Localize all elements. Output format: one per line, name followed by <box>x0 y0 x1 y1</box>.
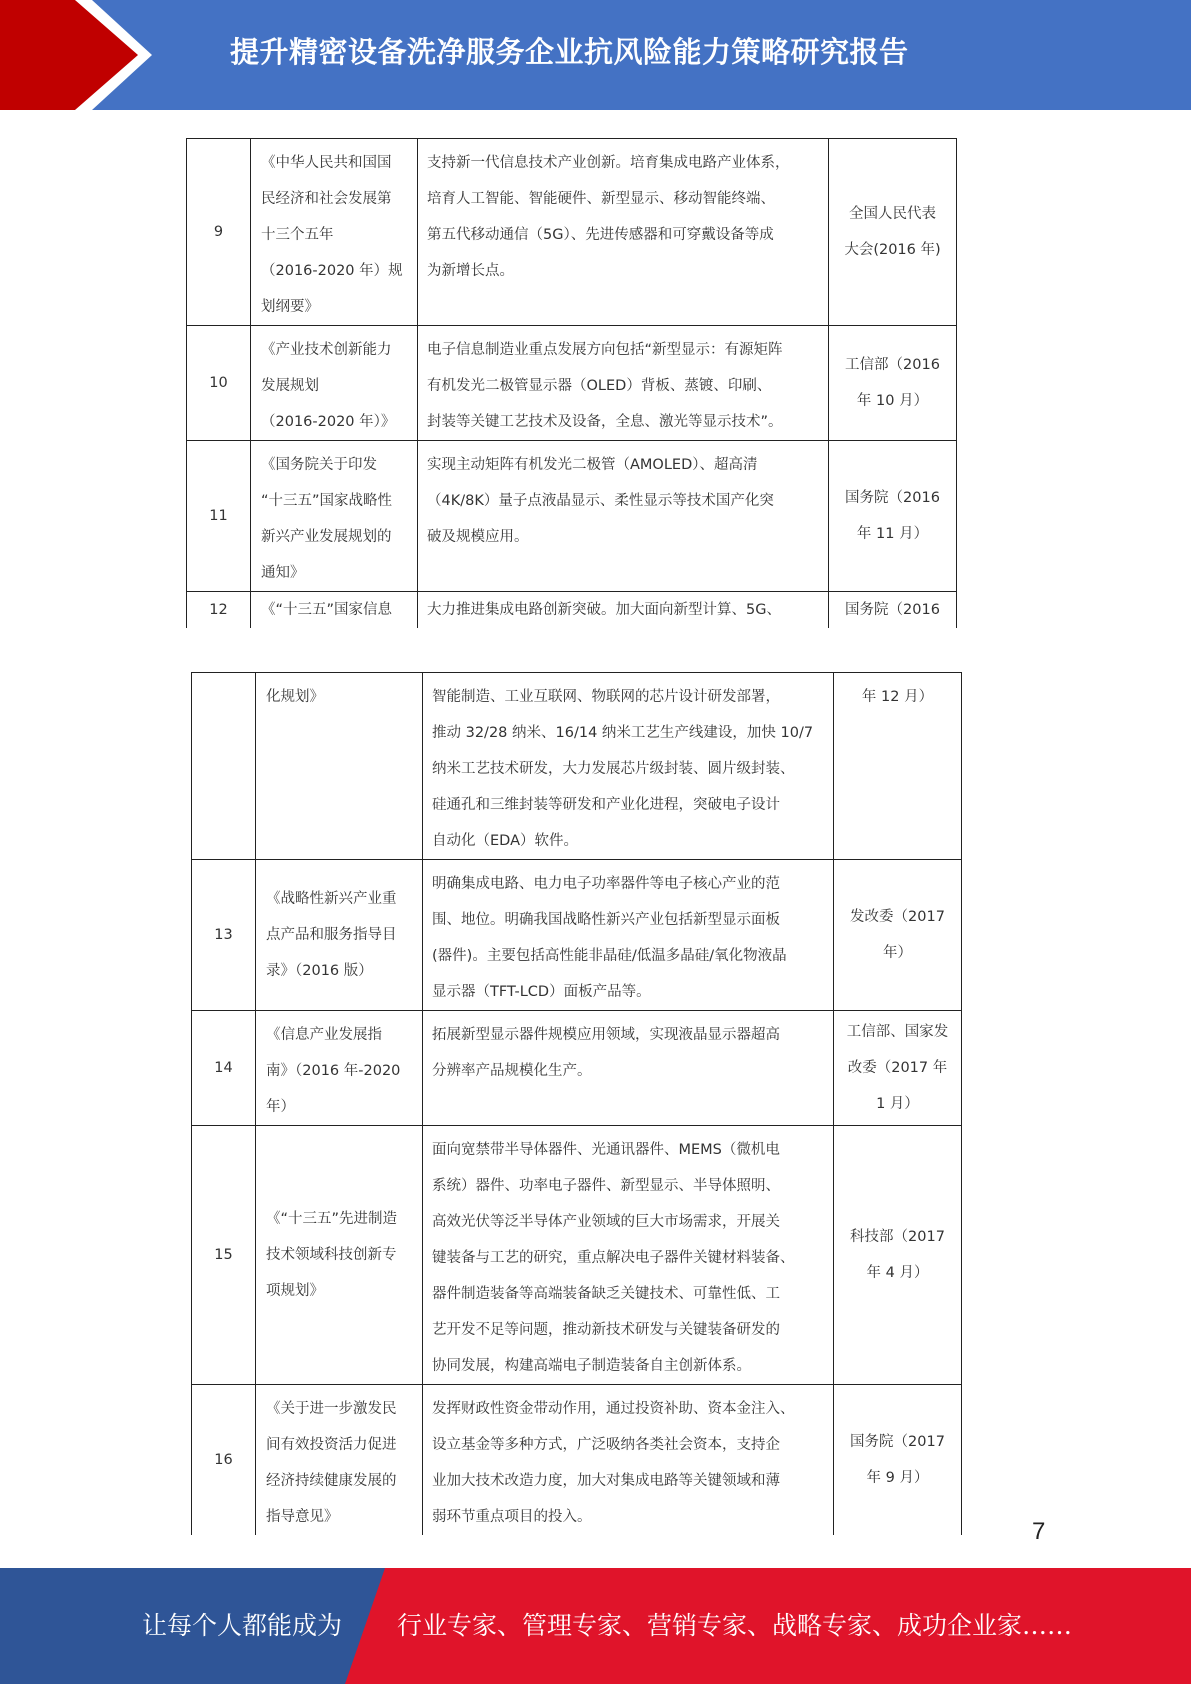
cell-line: 为新增长点。 <box>427 263 514 279</box>
issuer-cell <box>834 1126 962 1385</box>
cell-line: 支持新一代信息技术产业创新。培育集成电路产业体系， <box>427 155 790 171</box>
policy-table-part-2 <box>191 672 962 1535</box>
cell-line: 《中华人民共和国国 <box>261 155 392 171</box>
cell-line: 改委（2017 年 <box>847 1060 948 1076</box>
cell-line: 通知》 <box>261 565 305 581</box>
cell-line: 《信息产业发展指 <box>266 1027 382 1043</box>
cell-line: 指导意见》 <box>266 1509 339 1525</box>
row-number: 13 <box>192 860 256 1011</box>
cell-line: 1 月） <box>876 1096 919 1112</box>
cell-line: （2016-2020 年）》 <box>261 414 396 430</box>
cell-line: 年） <box>883 945 912 961</box>
cell-line: 明确集成电路、电力电子功率器件等电子核心产业的范 <box>432 876 780 892</box>
row-number: 16 <box>192 1385 256 1536</box>
cell-line: 设立基金等多种方式，广泛吸纳各类社会资本，支持企 <box>432 1437 780 1453</box>
cell-line: 《产业技术创新能力 <box>261 342 392 358</box>
footer-slogan-right: 行业专家、管理专家、营销专家、战略专家、成功企业家…… <box>397 1611 1073 1640</box>
cell-line: 划纲要》 <box>261 299 319 315</box>
policy-content-cell <box>418 441 829 592</box>
cell-line: 培育人工智能、智能硬件、新型显示、移动智能终端、 <box>427 191 775 207</box>
cell-line: 艺开发不足等问题，推动新技术研发与关键装备研发的 <box>432 1322 780 1338</box>
cell-line: 业加大技术改造力度，加大对集成电路等关键领域和薄 <box>432 1473 780 1489</box>
row-number: 14 <box>192 1011 256 1126</box>
cell-line: 《“十三五”先进制造 <box>266 1211 398 1227</box>
issuer-cell <box>834 673 962 860</box>
row-number: 12 <box>187 592 251 629</box>
cell-line: 年） <box>266 1099 295 1115</box>
cell-line: 化规划》 <box>266 689 324 705</box>
table-row <box>192 673 962 860</box>
table-row <box>192 1385 962 1536</box>
cell-line: 《战略性新兴产业重 <box>266 891 397 907</box>
cell-line: 面向宽禁带半导体器件、光通讯器件、MEMS（微机电 <box>432 1142 780 1158</box>
issuer-cell <box>834 1385 962 1536</box>
policy-content-cell <box>423 860 834 1011</box>
cell-line: 系统）器件、功率电子器件、新型显示、半导体照明、 <box>432 1178 780 1194</box>
cell-line: 新兴产业发展规划的 <box>261 529 392 545</box>
table-row <box>187 592 957 629</box>
cell-line: 南》（2016 年-2020 <box>266 1063 401 1079</box>
document-name-cell <box>256 860 423 1011</box>
cell-line: 纳米工艺技术研发，大力发展芯片级封装、圆片级封装、 <box>432 761 795 777</box>
cell-line: 《“十三五”国家信息 <box>261 602 393 618</box>
page-footer <box>0 1568 1191 1684</box>
cell-line: 年 9 月） <box>866 1470 929 1486</box>
cell-line: “十三五”国家战略性 <box>261 493 393 509</box>
cell-line: 发挥财政性资金带动作用，通过投资补助、资本金注入、 <box>432 1401 795 1417</box>
cell-line: (器件)。主要包括高性能非晶硅/低温多晶硅/氧化物液晶 <box>432 948 787 964</box>
cell-line: 《国务院关于印发 <box>261 457 377 473</box>
document-name-cell <box>256 1126 423 1385</box>
issuer-cell <box>829 592 957 629</box>
cell-line: 硅通孔和三维封装等研发和产业化进程，突破电子设计 <box>432 797 780 813</box>
row-number: 11 <box>187 441 251 592</box>
table-row <box>187 441 957 592</box>
cell-line: 封装等关键工艺技术及设备，全息、激光等显示技术”。 <box>427 414 783 430</box>
cell-line: 年 4 月） <box>866 1265 929 1281</box>
cell-line: 智能制造、工业互联网、物联网的芯片设计研发部署， <box>432 689 780 705</box>
cell-line: 民经济和社会发展第 <box>261 191 392 207</box>
row-number: 10 <box>187 326 251 441</box>
cell-line: 拓展新型显示器件规模应用领域，实现液晶显示器超高 <box>432 1027 780 1043</box>
cell-line: 技术领域科技创新专 <box>266 1247 397 1263</box>
issuer-cell <box>829 326 957 441</box>
cell-line: 国务院（2016 <box>845 490 940 506</box>
cell-line: 大力推进集成电路创新突破。加大面向新型计算、5G、 <box>427 602 781 618</box>
table-row <box>192 1011 962 1126</box>
cell-line: 高效光伏等泛半导体产业领域的巨大市场需求，开展关 <box>432 1214 780 1230</box>
row-number: 9 <box>187 139 251 326</box>
cell-line: 分辨率产品规模化生产。 <box>432 1063 592 1079</box>
header-red-chevron <box>0 0 160 110</box>
cell-line: 项规划》 <box>266 1283 324 1299</box>
cell-line: 经济持续健康发展的 <box>266 1473 397 1489</box>
issuer-cell <box>829 441 957 592</box>
issuer-cell <box>834 860 962 1011</box>
cell-line: 电子信息制造业重点发展方向包括“新型显示：有源矩阵 <box>427 342 783 358</box>
document-name-cell <box>256 1011 423 1126</box>
cell-line: 协同发展，构建高端电子制造装备自主创新体系。 <box>432 1358 751 1374</box>
page-header <box>0 0 1191 110</box>
cell-line: 年 12 月） <box>861 689 934 705</box>
row-number <box>192 673 256 860</box>
cell-line: 发改委（2017 <box>850 909 945 925</box>
cell-line: 间有效投资活力促进 <box>266 1437 397 1453</box>
cell-line: 国务院（2017 <box>850 1434 945 1450</box>
document-name-cell <box>256 1385 423 1536</box>
document-name-cell <box>251 139 418 326</box>
table-row <box>192 860 962 1011</box>
issuer-cell <box>834 1011 962 1126</box>
policy-content-cell <box>423 1126 834 1385</box>
document-name-cell <box>251 592 418 629</box>
policy-content-cell <box>418 592 829 629</box>
report-title: 提升精密设备洗净服务企业抗风险能力策略研究报告 <box>230 35 909 69</box>
document-name-cell <box>251 326 418 441</box>
cell-line: 全国人民代表 <box>849 206 936 222</box>
cell-line: 有机发光二极管显示器（OLED）背板、蒸镀、印刷、 <box>427 378 772 394</box>
table-row <box>187 139 957 326</box>
cell-line: （2016-2020 年）规 <box>261 263 403 279</box>
document-name-cell <box>256 673 423 860</box>
cell-line: 十三个五年 <box>261 227 334 243</box>
cell-line: 工信部（2016 <box>845 357 940 373</box>
table-row <box>187 326 957 441</box>
cell-line: 第五代移动通信（5G）、先进传感器和可穿戴设备等成 <box>427 227 774 243</box>
policy-table-part-1 <box>186 138 957 628</box>
cell-line: 点产品和服务指导目 <box>266 927 397 943</box>
policy-content-cell <box>418 326 829 441</box>
policy-content-cell <box>423 1385 834 1536</box>
cell-line: 录》（2016 版） <box>266 963 373 979</box>
cell-line: 发展规划 <box>261 378 319 394</box>
cell-line: 器件制造装备等高端装备缺乏关键技术、可靠性低、工 <box>432 1286 780 1302</box>
cell-line: （4K/8K）量子点液晶显示、柔性显示等技术国产化突 <box>427 493 774 509</box>
cell-line: 年 11 月） <box>856 526 929 542</box>
policy-content-cell <box>423 673 834 860</box>
issuer-cell <box>829 139 957 326</box>
cell-line: 实现主动矩阵有机发光二极管（AMOLED）、超高清 <box>427 457 758 473</box>
table-row <box>192 1126 962 1385</box>
cell-line: 自动化（EDA）软件。 <box>432 833 578 849</box>
policy-content-cell <box>423 1011 834 1126</box>
cell-line: 键装备与工艺的研究，重点解决电子器件关键材料装备、 <box>432 1250 795 1266</box>
cell-line: 年 10 月） <box>856 393 929 409</box>
row-number: 15 <box>192 1126 256 1385</box>
cell-line: 《关于进一步激发民 <box>266 1401 397 1417</box>
page-number: 7 <box>1032 1518 1046 1545</box>
cell-line: 推动 32/28 纳米、16/14 纳米工艺生产线建设，加快 10/7 <box>432 725 814 741</box>
cell-line: 显示器（TFT-LCD）面板产品等。 <box>432 984 651 1000</box>
cell-line: 科技部（2017 <box>850 1229 945 1245</box>
footer-slogan-left: 让每个人都能成为 <box>142 1611 343 1640</box>
cell-line: 破及规模应用。 <box>427 529 529 545</box>
cell-line: 弱环节重点项目的投入。 <box>432 1509 592 1525</box>
policy-content-cell <box>418 139 829 326</box>
cell-line: 工信部、国家发 <box>846 1024 949 1040</box>
cell-line: 国务院（2016 <box>845 602 940 618</box>
cell-line: 围、地位。明确我国战略性新兴产业包括新型显示面板 <box>432 912 780 928</box>
document-name-cell <box>251 441 418 592</box>
cell-line: 大会(2016 年) <box>844 242 941 258</box>
